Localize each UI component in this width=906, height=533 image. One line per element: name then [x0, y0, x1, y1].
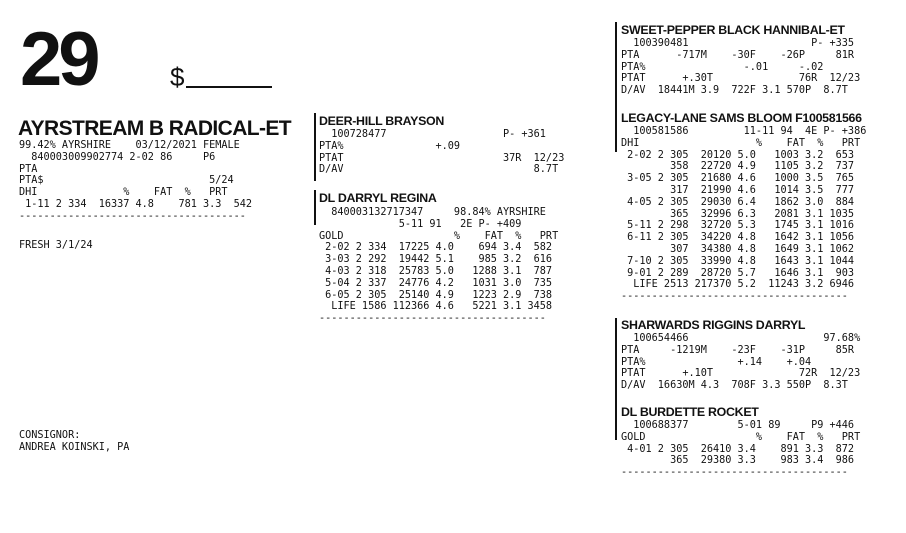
lot-number: 29	[20, 17, 97, 102]
dam-line: 3-03 2 292 19442 5.1 985 3.2 616	[319, 254, 553, 266]
dam-of-sire-line: 317 21990 4.6 1014 3.5 777	[621, 184, 855, 196]
sire-of-sire-line: PTAT +.30T 76R 12/23	[621, 73, 861, 85]
pedigree-bracket	[615, 22, 617, 114]
dam-details	[319, 207, 558, 325]
dam-of-sire-line: 365 32996 6.3 2081 3.1 1035	[621, 208, 855, 220]
sire-of-sire-line: PTA% -.01 -.02	[621, 61, 824, 73]
animal-line: 99.42% AYRSHIRE 03/12/2021 FEMALE	[19, 140, 240, 151]
sire-of-dam-line: PTA% +.14 +.04	[621, 356, 812, 368]
animal-line: 840003009902774 2-02 86 P6	[19, 151, 216, 163]
dam-of-sire-line: 7-10 2 305 33990 4.8 1643 3.1 1044	[621, 255, 855, 267]
sire-of-sire-line: 100390481 P- +335	[621, 38, 855, 49]
consignor-name: ANDREA KOINSKI, PA	[19, 441, 130, 453]
consignor-label: CONSIGNOR:	[19, 430, 81, 441]
pedigree-bracket	[314, 190, 316, 225]
dam-line: 6-05 2 305 25140 4.9 1223 2.9 738	[319, 289, 553, 301]
dam-of-dam-line: -------------------------------------	[621, 467, 848, 479]
dam-line: LIFE 1586 112366 4.6 5221 3.1 3458	[319, 301, 553, 313]
sire-of-dam-line: 100654466 97.68%	[621, 333, 861, 344]
dam-of-sire-details	[621, 126, 866, 303]
pedigree-bracket	[314, 113, 316, 181]
dam-of-sire-line: 6-11 2 305 34220 4.8 1642 3.1 1056	[621, 232, 855, 244]
dam-line: 5-11 91 2E P- +409	[319, 218, 522, 230]
dam-of-dam-line: GOLD % FAT % PRT	[621, 431, 861, 443]
dam-of-sire-line: 307 34380 4.8 1649 3.1 1062	[621, 243, 855, 255]
dam-of-dam-name: DL BURDETTE ROCKET	[621, 405, 759, 419]
dam-of-sire-line: 358 22720 4.9 1105 3.2 737	[621, 161, 855, 173]
pedigree-bracket	[615, 404, 617, 440]
dam-of-sire-line: 100581586 11-11 94 4E P- +386	[621, 126, 867, 137]
dam-of-dam-line: 365 29380 3.3 983 3.4 986	[621, 455, 855, 467]
sire-of-dam-line: D/AV 16630M 4.3 708F 3.3 550P 8.3T	[621, 380, 848, 392]
consignor-block	[19, 430, 129, 454]
dam-line: -------------------------------------	[319, 313, 546, 325]
sire-name: DEER-HILL BRAYSON	[319, 114, 445, 128]
price-blank-line	[186, 68, 272, 88]
sire-of-dam-line: PTA -1219M -23F -31P 85R	[621, 344, 855, 356]
sire-of-sire-details	[621, 38, 860, 97]
dam-of-sire-line: 9-01 2 289 28720 5.7 1646 3.1 903	[621, 267, 855, 279]
sire-line: 100728477 P- +361	[319, 129, 546, 140]
dam-of-sire-line: -------------------------------------	[621, 291, 848, 303]
dam-of-sire-line: 2-02 2 305 20120 5.0 1003 3.2 653	[621, 149, 855, 161]
pedigree-bracket	[615, 112, 617, 152]
animal-line: PTA$ 5/24	[19, 175, 234, 187]
pedigree-bracket	[615, 318, 617, 406]
fresh-date: FRESH 3/1/24	[19, 240, 93, 251]
sire-of-sire-line: PTA -717M -30F -26P 81R	[621, 49, 855, 61]
animal-details	[19, 140, 252, 223]
dam-of-sire-line: 5-11 2 298 32720 5.3 1745 3.1 1016	[621, 220, 855, 232]
dam-of-dam-details	[621, 420, 860, 479]
dam-line: GOLD % FAT % PRT	[319, 230, 559, 242]
animal-line: DHI % FAT % PRT	[19, 187, 228, 199]
dam-line: 840003132717347 98.84% AYRSHIRE	[319, 207, 546, 218]
sire-line: PTAT 37R 12/23	[319, 152, 565, 164]
sire-of-dam-line: PTAT +.10T 72R 12/23	[621, 368, 861, 380]
dam-of-sire-line: 3-05 2 305 21680 4.6 1000 3.5 765	[621, 173, 855, 185]
price-symbol: $	[170, 62, 185, 92]
sire-of-sire-line: D/AV 18441M 3.9 722F 3.1 570P 8.7T	[621, 85, 848, 97]
dam-line: 2-02 2 334 17225 4.0 694 3.4 582	[319, 242, 553, 254]
dam-line: 4-03 2 318 25783 5.0 1288 3.1 787	[319, 265, 553, 277]
animal-line: -------------------------------------	[19, 210, 246, 222]
dam-of-dam-line: 100688377 5-01 89 P9 +446	[621, 420, 855, 431]
animal-name: AYRSTREAM B RADICAL-ET	[18, 117, 292, 140]
dam-of-sire-line: DHI % FAT % PRT	[621, 137, 861, 149]
dam-name: DL DARRYL REGINA	[319, 191, 437, 205]
dam-of-sire-line: LIFE 2513 217370 5.2 11243 3.2 6946	[621, 279, 855, 291]
dam-of-sire-name: LEGACY-LANE SAMS BLOOM F100581566	[621, 111, 862, 125]
dam-of-sire-line: 4-05 2 305 29030 6.4 1862 3.0 884	[621, 196, 855, 208]
price-field	[170, 62, 272, 92]
sire-line: PTA% +.09	[319, 140, 461, 152]
animal-line: 1-11 2 334 16337 4.8 781 3.3 542	[19, 198, 253, 210]
dam-line: 5-04 2 337 24776 4.2 1031 3.0 735	[319, 277, 553, 289]
sire-details	[319, 129, 564, 176]
sire-of-dam-details	[621, 333, 860, 392]
animal-line: PTA	[19, 163, 38, 175]
dam-of-dam-line: 4-01 2 305 26410 3.4 891 3.3 872	[621, 443, 855, 455]
sire-line: D/AV 8.7T	[319, 164, 559, 176]
sire-of-sire-name: SWEET-PEPPER BLACK HANNIBAL-ET	[621, 23, 845, 37]
sire-of-dam-name: SHARWARDS RIGGINS DARRYL	[621, 318, 806, 332]
